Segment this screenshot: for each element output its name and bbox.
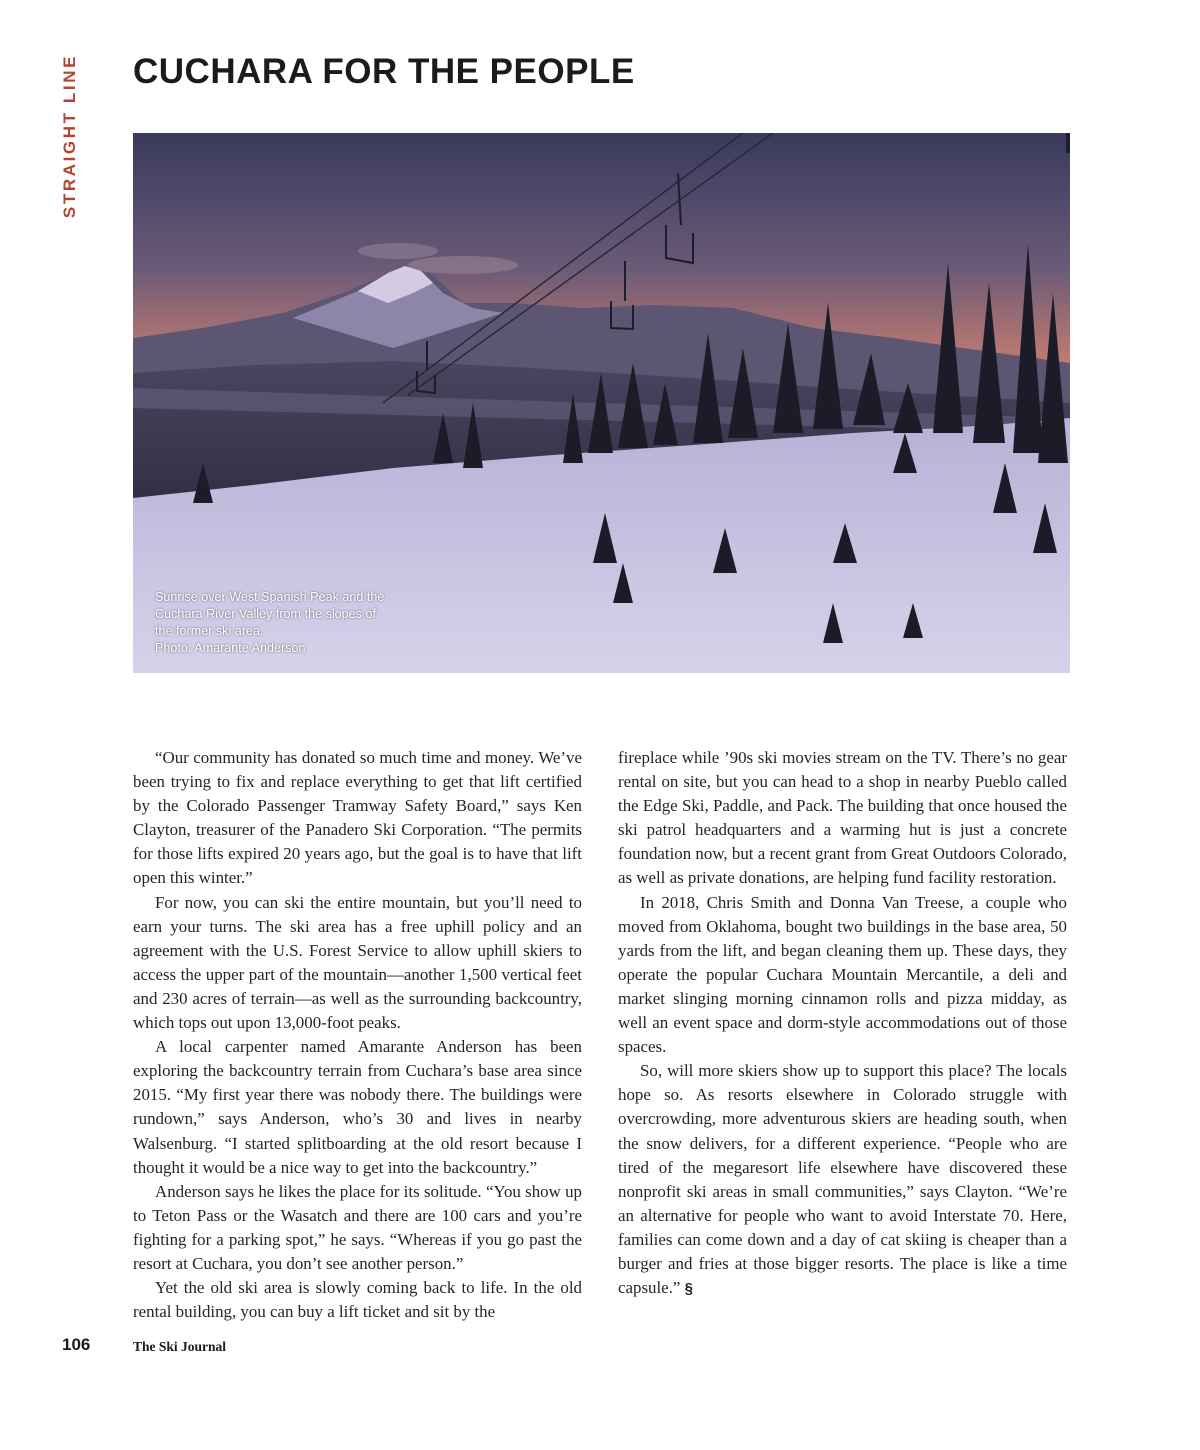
- paragraph: “Our community has donated so much time and money. We’ve been trying to fix and replace everything to get that lift certified by the Colorado Passenger Tramway Safety Board,” says Ken Clayton, treasurer of the Panadero Ski Corporation. “The permits for those lifts expired 20 years ago, but the goal is to have that lift open this winter.”: [133, 748, 582, 888]
- article-column-right: [618, 746, 1067, 1301]
- article-column-left: [133, 746, 582, 1324]
- paragraph: Anderson says he likes the place for its solitude. “You show up to Teton Pass or the Wasatch and there are 100 cars and you’re fighting for a parking spot,” he says. “Whereas if you go past the resort at Cuchara, you don’t see another person.”: [133, 1181, 582, 1273]
- page-number: 106: [62, 1335, 91, 1354]
- paragraph: fireplace while ’90s ski movies stream on the TV. There’s no gear rental on site, but you can head to a shop in nearby Pueblo called the Edge Ski, Paddle, and Pack. The building that once housed the ski patrol headquarters and a warming hut is just a concrete foundation now, but a recent grant from Great Outdoors Colorado, as well as private donations, are helping fund facility restoration.: [618, 748, 1067, 888]
- caption-line: Cuchara River Valley from the slopes of: [155, 607, 376, 621]
- paragraph: Yet the old ski area is slowly coming back to life. In the old rental building, you can buy a lift ticket and sit by the: [133, 1278, 582, 1322]
- article-headline: CUCHARA FOR THE PEOPLE: [133, 52, 635, 91]
- caption-credit: Photo: Amarante Anderson: [155, 641, 306, 655]
- photo-caption: [155, 589, 425, 657]
- section-label: [52, 53, 88, 219]
- paragraph-text: So, will more skiers show up to support this place? The locals hope so. As resorts elsewhere in Colorado struggle with overcrowding, more adventurous skiers are heading south, when the snow delivers, for a different experience. “People who are tired of the megaresort life elsewhere have discovered these nonprofit ski areas in small communities,” says Clayton. “We’re an alternative for people who want to avoid Interstate 70. Here, families can come down and a day of cat skiing is cheaper than a burger and fries at those bigger resorts. The place is like a time capsule.”: [618, 1061, 1067, 1298]
- publication-name: The Ski Journal: [133, 1339, 227, 1354]
- feature-photo: [133, 133, 1070, 673]
- paragraph: A local carpenter named Amarante Anderson has been exploring the backcountry terrain from Cuchara’s base area since 2015. “My first year there was nobody there. The buildings were rundown,” says Anderson, who’s 30 and lives in nearby Walsenburg. “I started splitboarding at the old resort because I thought it would be a nice way to get into the backcountry.”: [133, 1037, 582, 1177]
- paragraph: In 2018, Chris Smith and Donna Van Treese, a couple who moved from Oklahoma, bought two buildings in the base area, 50 yards from the lift, and began cleaning them up. These days, they operate the popular Cuchara Mountain Mercantile, a deli and market slinging morning cinnamon rolls and pizza midday, as well an event space and dorm-style accommodations out of those spaces.: [618, 892, 1067, 1057]
- paragraph: For now, you can ski the entire mountain, but you’ll need to earn your turns. The ski area has a free uphill policy and an agreement with the U.S. Forest Service to allow uphill skiers to access the upper part of the mountain—another 1,500 vertical feet and 230 acres of terrain—as well as the surrounding backcountry, which tops out upon 13,000-foot peaks.: [133, 892, 582, 1033]
- section-label-text: STRAIGHT LINE: [60, 53, 80, 219]
- caption-line: Sunrise over West Spanish Peak and the: [155, 590, 385, 604]
- end-mark-icon: §: [684, 1280, 691, 1298]
- paragraph: [618, 1059, 1067, 1301]
- caption-line: the former ski area.: [155, 624, 264, 638]
